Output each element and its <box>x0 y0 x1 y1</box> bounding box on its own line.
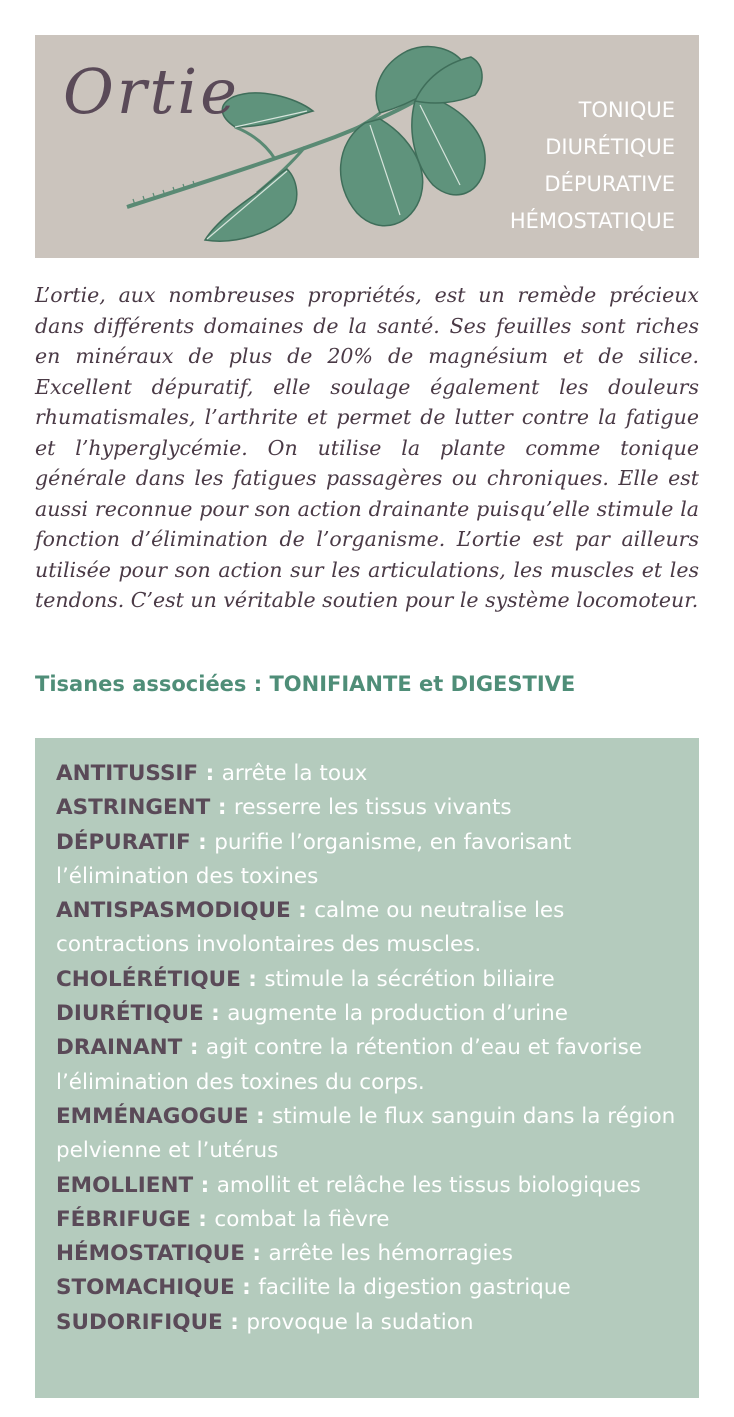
glossary-separator: : <box>240 966 265 992</box>
glossary-term: DÉPURATIF <box>56 829 191 855</box>
glossary-separator: : <box>210 795 234 821</box>
glossary-term: DRAINANT <box>56 1035 183 1061</box>
glossary-term: ANTITUSSIF <box>56 761 199 786</box>
glossary-definition: stimule le flux sanguin dans la région pelvienne et l’utérus <box>56 1103 676 1164</box>
glossary-separator: : <box>182 1035 206 1061</box>
property-item: TONIQUE <box>578 98 675 122</box>
glossary-term: ANTISPASMODIQUE <box>56 898 291 924</box>
glossary-panel <box>35 738 699 1398</box>
glossary-definition: purifie l’organisme, en favorisant l’élimination des toxines <box>56 829 572 889</box>
glossary-item <box>56 791 686 825</box>
glossary-item <box>56 894 686 963</box>
glossary-definition: arrête les hémorragies <box>268 1241 513 1267</box>
glossary-definition: stimule la sécrétion biliaire <box>264 966 555 992</box>
glossary-term: STOMACHIQUE <box>56 1275 235 1301</box>
glossary-item <box>56 1306 686 1340</box>
properties-list <box>510 92 675 240</box>
glossary-term: CHOLÉRÉTIQUE <box>56 966 241 992</box>
glossary-item <box>56 757 686 791</box>
glossary-item <box>56 963 686 997</box>
glossary-separator: : <box>248 1103 273 1129</box>
glossary-term: FÉBRIFUGE <box>56 1206 191 1232</box>
glossary-item <box>56 1100 686 1169</box>
glossary-definition: agit contre la rétention d’eau et favorise l’élimination des toxines du corps. <box>56 1035 643 1095</box>
glossary-definition: resserre les tissus vivants <box>233 795 512 821</box>
glossary-separator: : <box>198 761 222 786</box>
glossary-separator: : <box>244 1241 269 1267</box>
glossary-item <box>56 826 686 895</box>
glossary-item <box>56 997 686 1031</box>
property-item: HÉMOSTATIQUE <box>509 209 675 233</box>
glossary-list <box>56 757 686 1340</box>
glossary-definition: facilite la digestion gastrique <box>258 1275 571 1301</box>
glossary-separator: : <box>234 1275 259 1301</box>
glossary-term: HÉMOSTATIQUE <box>56 1241 245 1267</box>
glossary-item <box>56 1031 686 1100</box>
glossary-item <box>56 1271 686 1305</box>
glossary-term: ASTRINGENT <box>56 795 211 821</box>
glossary-definition: amollit et relâche les tissus biologiques <box>216 1172 641 1198</box>
glossary-definition: arrête la toux <box>221 761 368 786</box>
glossary-item <box>56 1203 686 1237</box>
glossary-separator: : <box>190 829 215 855</box>
glossary-definition: augmente la production d’urine <box>227 1001 568 1027</box>
glossary-separator: : <box>290 898 315 924</box>
glossary-definition: provoque la sudation <box>246 1309 474 1335</box>
glossary-term: DIURÉTIQUE <box>56 1001 204 1027</box>
associated-tisanes: Tisanes associées : TONIFIANTE et DIGESTIVE <box>35 672 576 696</box>
intro-paragraph: L’ortie, aux nombreuses propriétés, est un remède précieux dans différents domaines de la santé. Ses feuilles sont riches en minéraux de plus de 20% de magnésium et de silice. Excellent dépuratif, elle soulage également les douleurs rhumatismales, l’arthrite et permet de lutter contre la fatigue et l’hyperglycémie. On utilise la plante comme tonique générale dans les fatigues passagères ou chroniques. Elle est aussi reconnue pour son action drainante puisqu’elle stimule la fonction d’élimination de l’organisme. L’ortie est par ailleurs utilisée pour son action sur les articulations, les muscles et les tendons. C’est un véritable soutien pour le système locomoteur. <box>35 283 699 612</box>
property-item: DIURÉTIQUE <box>545 135 675 159</box>
glossary-term: EMMÉNAGOGUE <box>56 1103 249 1129</box>
glossary-item <box>56 1169 686 1203</box>
glossary-separator: : <box>190 1206 215 1232</box>
property-item: DÉPURATIVE <box>544 172 675 196</box>
glossary-term: EMOLLIENT <box>56 1172 194 1198</box>
glossary-definition: calme ou neutralise les contractions involontaires des muscles. <box>56 898 565 958</box>
header-banner <box>35 35 699 258</box>
glossary-separator: : <box>222 1309 247 1335</box>
glossary-definition: combat la fièvre <box>214 1206 390 1232</box>
glossary-term: SUDORIFIQUE <box>56 1309 223 1335</box>
glossary-item <box>56 1237 686 1271</box>
page-title: Ortie <box>63 55 240 128</box>
glossary-separator: : <box>203 1001 228 1027</box>
glossary-separator: : <box>193 1172 217 1198</box>
